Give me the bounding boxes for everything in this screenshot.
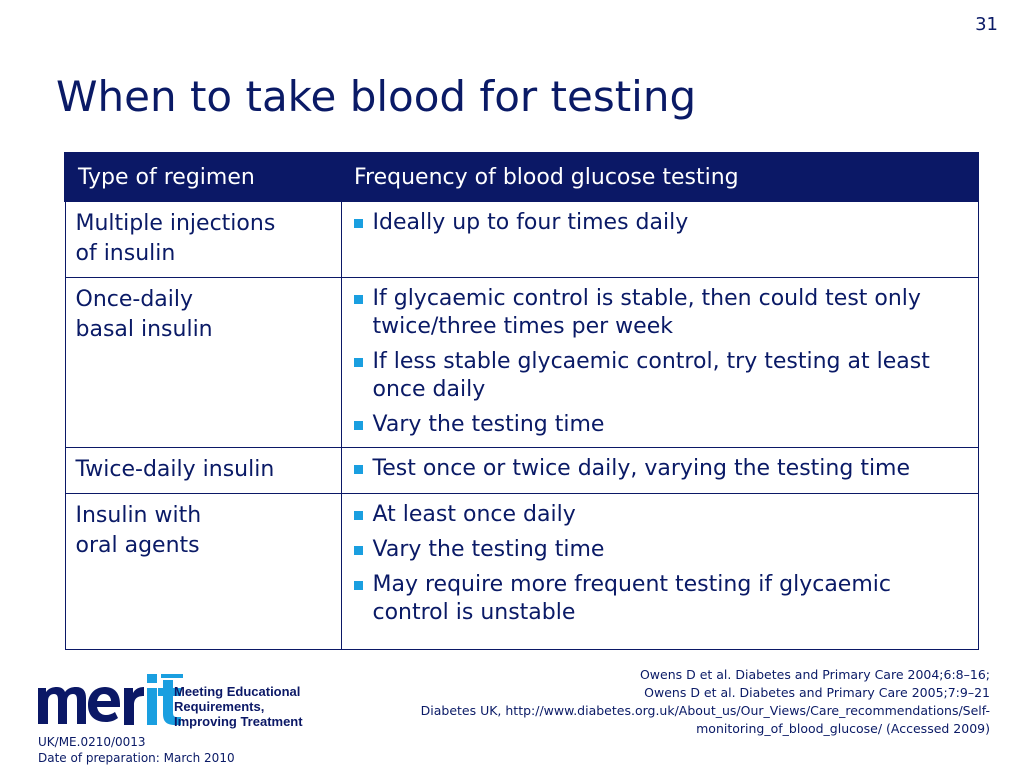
bullet-square-icon xyxy=(354,219,363,228)
logo-tagline xyxy=(174,684,303,729)
bullet-text: If less stable glycaemic control, try testing at least once daily xyxy=(372,349,930,402)
table-row xyxy=(65,448,978,494)
regimen-table xyxy=(64,152,979,650)
bullet-item xyxy=(354,501,968,529)
bullet-item xyxy=(354,536,968,564)
preparation-date: Date of preparation: March 2010 xyxy=(38,751,235,765)
header-frequency: Frequency of blood glucose testing xyxy=(341,153,978,201)
regimen-cell xyxy=(65,201,341,278)
regimen-line: Insulin with xyxy=(75,503,202,528)
regimen-line: Twice-daily insulin xyxy=(75,457,275,482)
bullet-text: If glycaemic control is stable, then could test only twice/three times per week xyxy=(372,286,921,339)
bullet-text: Vary the testing time xyxy=(372,412,605,437)
bullet-square-icon xyxy=(354,421,363,430)
bullet-text: At least once daily xyxy=(372,502,576,527)
reference-line: Diabetes UK, http://www.diabetes.org.uk/About_us/Our_Views/Care_recommendations/Self- xyxy=(420,703,990,718)
frequency-cell xyxy=(341,278,978,448)
logo-wordmark-icon xyxy=(38,687,144,725)
regimen-line: basal insulin xyxy=(75,317,213,342)
logo-tagline-line: Improving Treatment xyxy=(174,714,303,729)
table-row xyxy=(65,201,978,278)
regimen-line: oral agents xyxy=(75,533,200,558)
bullet-square-icon xyxy=(354,581,363,590)
bullet-text: Vary the testing time xyxy=(372,537,605,562)
reference-line: Owens D et al. Diabetes and Primary Care 2004;6:8–16; xyxy=(639,667,990,682)
bullet-item xyxy=(354,571,968,627)
slide-title: When to take blood for testing xyxy=(56,72,697,121)
table-row xyxy=(65,494,978,650)
regimen-cell xyxy=(65,278,341,448)
bullet-square-icon xyxy=(354,358,363,367)
regimen-line: of insulin xyxy=(75,241,176,266)
logo-tagline-line: Requirements, xyxy=(174,699,265,714)
logo-tagline-line: Meeting Educational xyxy=(174,684,301,699)
bullet-text: Test once or twice daily, varying the testing time xyxy=(372,456,911,481)
page-number: 31 xyxy=(975,14,998,35)
frequency-cell xyxy=(341,201,978,278)
bullet-item xyxy=(354,455,968,483)
bullet-square-icon xyxy=(354,465,363,474)
bullet-square-icon xyxy=(354,295,363,304)
header-type-of-regimen: Type of regimen xyxy=(65,153,341,201)
reference-line: Owens D et al. Diabetes and Primary Care 2005;7:9–21 xyxy=(644,685,990,700)
bullet-item xyxy=(354,348,968,404)
footer-meta xyxy=(38,734,235,766)
bullet-square-icon xyxy=(354,546,363,555)
table-header-row xyxy=(65,153,978,201)
bullet-text: Ideally up to four times daily xyxy=(372,210,689,235)
regimen-line: Multiple injections xyxy=(75,211,276,236)
regimen-cell xyxy=(65,494,341,650)
bullet-item xyxy=(354,209,968,237)
bullet-item xyxy=(354,285,968,341)
references xyxy=(300,666,990,738)
frequency-cell xyxy=(341,494,978,650)
frequency-cell xyxy=(341,448,978,494)
bullet-square-icon xyxy=(354,511,363,520)
regimen-line: Once-daily xyxy=(75,287,194,312)
document-code: UK/ME.0210/0013 xyxy=(38,735,146,749)
bullet-item xyxy=(354,411,968,439)
reference-line: monitoring_of_blood_glucose/ (Accessed 2009) xyxy=(696,721,990,736)
regimen-cell xyxy=(65,448,341,494)
bullet-text: May require more frequent testing if glycaemic control is unstable xyxy=(372,572,891,625)
table-row xyxy=(65,278,978,448)
